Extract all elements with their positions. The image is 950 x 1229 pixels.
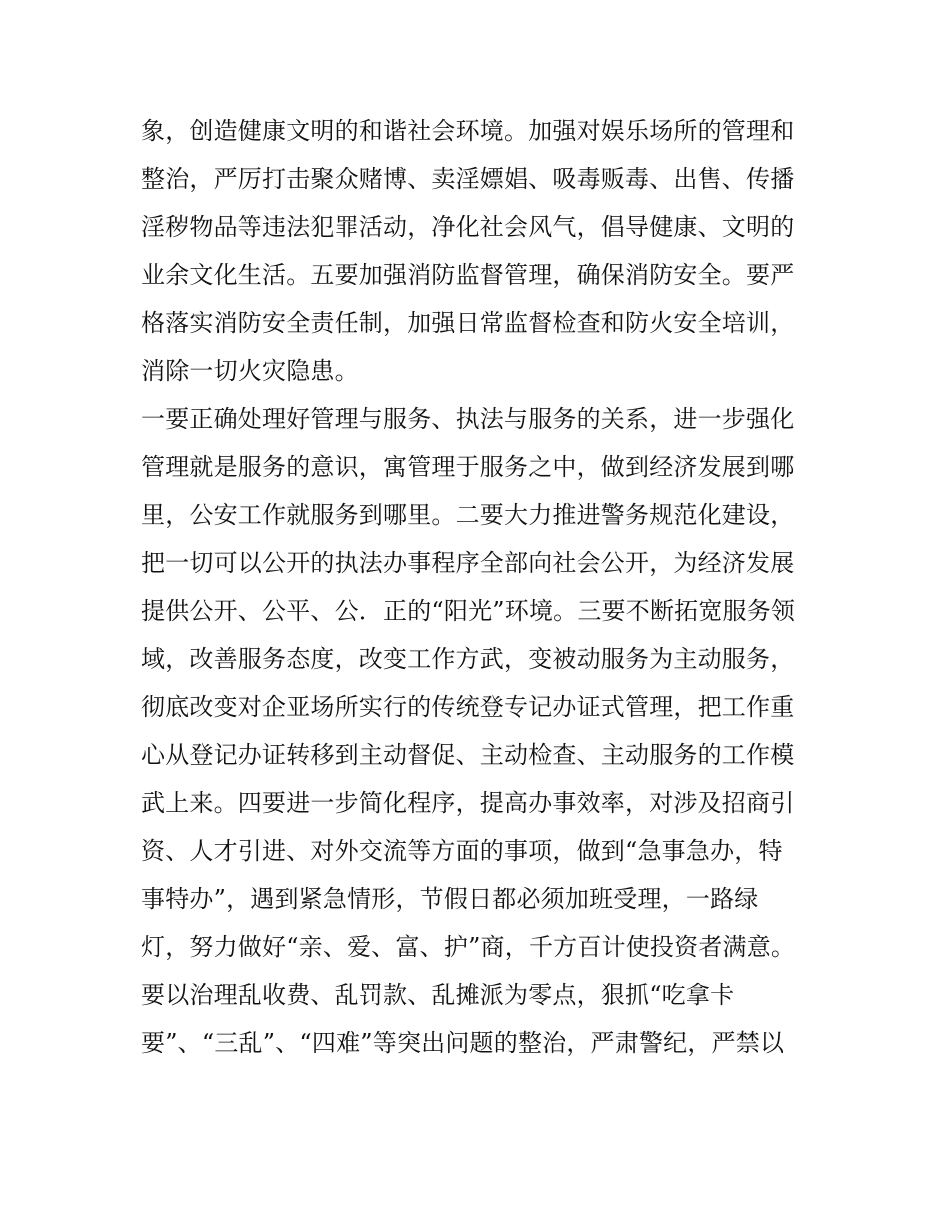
text-line: 资、人才引进、对外交流等方面的事项，做到“急事急办，特 (141, 837, 783, 865)
text-line: 把一切可以公开的执法办事程序全部向社会公开，为经济发展 (141, 549, 795, 577)
text-line: 消除一切火灾隐患。 (141, 357, 359, 385)
text-line: 域，改善服务态度，改变工作方武，变被动服务为主动服务， (141, 645, 795, 673)
text-line: 里，公安工作就服务到哪里。二要大力推进警务规范化建设， (141, 501, 795, 529)
text-line: 业余文化生活。五要加强消防监督管理，确保消防安全。要严 (141, 261, 795, 289)
text-line: 心从登记办证转移到主动督促、主动检查、主动服务的工作模 (141, 741, 795, 769)
text-line: 武上来。四要进一步简化程序，提高办事效率，对涉及招商引 (141, 789, 795, 817)
text-line: 淫秽物品等违法犯罪活动，净化社会风气，倡导健康、文明的 (141, 213, 795, 241)
text-line: 一要正确处理好管理与服务、执法与服务的关系，进一步强化 (141, 405, 795, 433)
text-line: 象，创造健康文明的和谐社会环境。加强对娱乐场所的管理和 (141, 117, 795, 145)
text-line: 事特办”，遇到紧急情形，节假日都必须加班受理，一路绿 (141, 885, 759, 913)
text-line: 彻底改变对企亚场所实行的传统登专记办证式管理，把工作重 (141, 693, 795, 721)
text-line: 要以治理乱收费、乱罚款、乱摊派为零点，狠抓“吃拿卡 (141, 981, 735, 1009)
text-line: 管理就是服务的意识，寓管理于服务之中，做到经济发展到哪 (141, 453, 795, 481)
body-text (141, 107, 821, 1067)
text-line: 要”、“三乱”、“四难”等突出问题的整治，严肃警纪，严禁以 (141, 1029, 785, 1057)
text-line: 整治，严厉打击聚众赌博、卖淫嫖娼、吸毒贩毒、出售、传播 (141, 165, 795, 193)
text-line: 提供公开、公平、公．正的“阳光”环境。三要不断拓宽服务领 (141, 597, 796, 625)
text-line: 灯，努力做好“亲、爱、富、护”商，千方百计使投资者满意。 (141, 933, 796, 961)
text-line: 格落实消防安全责任制，加强日常监督检查和防火安全培训， (141, 309, 795, 337)
